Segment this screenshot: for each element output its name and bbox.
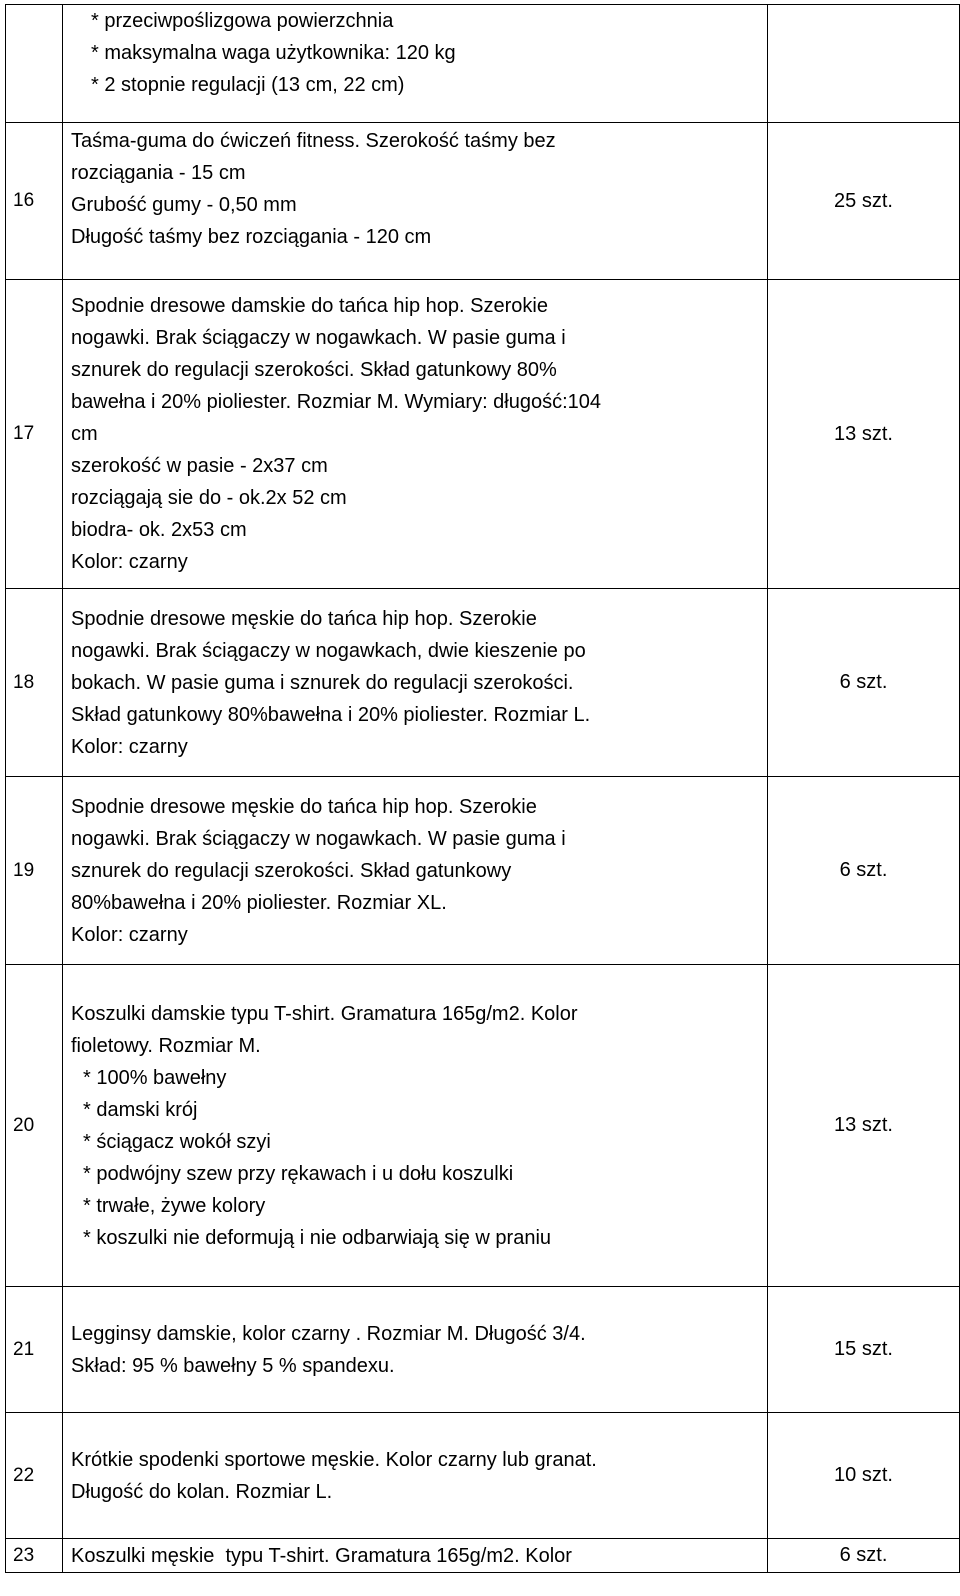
description-line: * 100% bawełny bbox=[83, 1066, 227, 1089]
description-line: fioletowy. Rozmiar M. bbox=[71, 1034, 261, 1057]
description-line: * ściągacz wokół szyi bbox=[83, 1130, 271, 1153]
table-row bbox=[6, 1413, 960, 1539]
row-number: 22 bbox=[6, 1413, 63, 1539]
description-line: Kolor: czarny bbox=[71, 551, 188, 573]
description-line: Krótkie spodenki sportowe męskie. Kolor czarny lub granat. bbox=[71, 1448, 597, 1471]
description-line: bokach. W pasie guma i sznurek do regulacji szerokości. bbox=[71, 671, 574, 694]
description-line: * podwójny szew przy rękawach i u dołu koszulki bbox=[83, 1162, 514, 1185]
description-line: Koszulki damskie typu T-shirt. Gramatura 165g/m2. Kolor bbox=[71, 1002, 578, 1025]
description-line: Kolor: czarny bbox=[71, 923, 188, 946]
row-number: 23 bbox=[6, 1539, 63, 1573]
description-line: Grubość gumy - 0,50 mm bbox=[71, 194, 297, 216]
row-quantity: 15 szt. bbox=[768, 1287, 960, 1413]
row-number: 21 bbox=[6, 1287, 63, 1413]
description-line: * damski krój bbox=[83, 1098, 198, 1121]
description-line: Skład: 95 % bawełny 5 % spandexu. bbox=[71, 1354, 395, 1377]
row-quantity: 6 szt. bbox=[768, 589, 960, 777]
table-row bbox=[6, 777, 960, 965]
table-row bbox=[6, 1539, 960, 1573]
row-description bbox=[63, 1287, 768, 1413]
table-row bbox=[6, 123, 960, 280]
row-number: 18 bbox=[6, 589, 63, 777]
table-row bbox=[6, 5, 960, 123]
description-line: cm bbox=[71, 423, 98, 445]
description-line: Koszulki męskie typu T-shirt. Gramatura 165g/m2. Kolor bbox=[71, 1544, 572, 1567]
row-quantity: 13 szt. bbox=[768, 280, 960, 589]
row-description bbox=[63, 123, 768, 280]
table-row bbox=[6, 280, 960, 589]
row-quantity: 13 szt. bbox=[768, 965, 960, 1287]
description-line: Spodnie dresowe męskie do tańca hip hop. Szerokie bbox=[71, 607, 537, 630]
description-line: Spodnie dresowe damskie do tańca hip hop. Szerokie bbox=[71, 295, 548, 317]
row-description bbox=[63, 777, 768, 965]
row-quantity: 10 szt. bbox=[768, 1413, 960, 1539]
description-line: szerokość w pasie - 2x37 cm bbox=[71, 455, 328, 477]
description-line: * przeciwpoślizgowa powierzchnia bbox=[91, 10, 394, 32]
description-line: nogawki. Brak ściągaczy w nogawkach, dwie kieszenie po bbox=[71, 639, 586, 662]
description-line: sznurek do regulacji szerokości. Skład gatunkowy 80% bbox=[71, 359, 557, 381]
row-description bbox=[63, 280, 768, 589]
row-description bbox=[63, 1413, 768, 1539]
row-description bbox=[63, 589, 768, 777]
description-line: nogawki. Brak ściągaczy w nogawkach. W pasie guma i bbox=[71, 327, 566, 349]
description-line: biodra- ok. 2x53 cm bbox=[71, 519, 247, 541]
description-line: 80%bawełna i 20% pioliester. Rozmiar XL. bbox=[71, 891, 447, 914]
row-quantity: 6 szt. bbox=[768, 777, 960, 965]
description-line: bawełna i 20% pioliester. Rozmiar M. Wymiary: długość:104 bbox=[71, 391, 602, 413]
row-quantity: 6 szt. bbox=[768, 1539, 960, 1573]
row-description bbox=[63, 1539, 768, 1573]
row-number: 20 bbox=[6, 965, 63, 1287]
description-line: rozciągają sie do - ok.2x 52 cm bbox=[71, 487, 347, 509]
description-line: Taśma-guma do ćwiczeń fitness. Szerokość taśmy bez bbox=[71, 130, 556, 152]
description-line: rozciągania - 15 cm bbox=[71, 162, 246, 184]
table-row bbox=[6, 965, 960, 1287]
table-row bbox=[6, 1287, 960, 1413]
row-number: 17 bbox=[6, 280, 63, 589]
row-number: 19 bbox=[6, 777, 63, 965]
description-line: Legginsy damskie, kolor czarny . Rozmiar M. Długość 3/4. bbox=[71, 1322, 586, 1345]
table-row bbox=[6, 589, 960, 777]
description-line: Skład gatunkowy 80%bawełna i 20% pioliester. Rozmiar L. bbox=[71, 703, 591, 726]
description-line: * koszulki nie deformują i nie odbarwiają się w praniu bbox=[83, 1226, 552, 1249]
row-quantity bbox=[768, 5, 960, 123]
row-description bbox=[63, 5, 768, 123]
description-line: * maksymalna waga użytkownika: 120 kg bbox=[91, 42, 456, 64]
description-line: Kolor: czarny bbox=[71, 735, 188, 758]
row-description bbox=[63, 965, 768, 1287]
description-line: Długość do kolan. Rozmiar L. bbox=[71, 1480, 333, 1503]
description-line: Spodnie dresowe męskie do tańca hip hop. Szerokie bbox=[71, 795, 537, 818]
row-number bbox=[6, 5, 63, 123]
row-quantity: 25 szt. bbox=[768, 123, 960, 280]
description-line: nogawki. Brak ściągaczy w nogawkach. W pasie guma i bbox=[71, 827, 566, 850]
description-line: * 2 stopnie regulacji (13 cm, 22 cm) bbox=[91, 74, 405, 96]
description-line: Długość taśmy bez rozciągania - 120 cm bbox=[71, 226, 432, 248]
specification-table bbox=[5, 4, 960, 1573]
description-line: sznurek do regulacji szerokości. Skład gatunkowy bbox=[71, 859, 512, 882]
description-line: * trwałe, żywe kolory bbox=[83, 1194, 266, 1217]
row-number: 16 bbox=[6, 123, 63, 280]
